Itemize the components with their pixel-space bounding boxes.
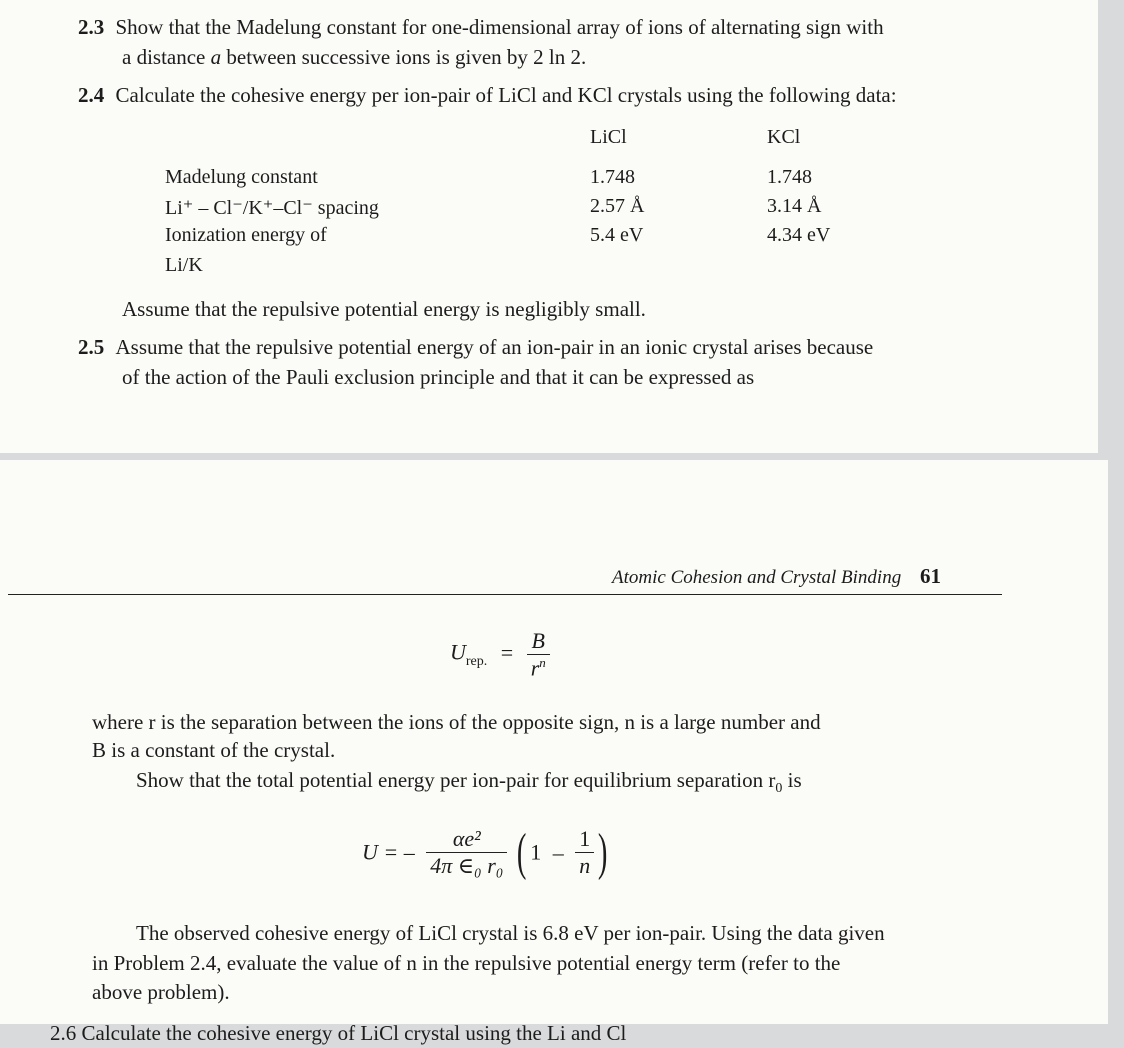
eq-equals: = <box>500 639 514 665</box>
equation-repulsive <box>450 628 550 681</box>
table-cell-licl: 2.57 Å <box>590 195 645 217</box>
eq2-denominator: 4π ∈₀ r₀ <box>426 852 507 879</box>
cut-off-line <box>0 1012 1100 1045</box>
eq2-inner-fraction <box>575 826 594 879</box>
eq2-inner-den: n <box>575 852 594 879</box>
where-line1: where r is the separation between the ions of the opposite sign, n is a large number and <box>92 710 821 734</box>
observed-line3: above problem). <box>92 980 230 1004</box>
table-row-label: Madelung constant <box>165 166 318 188</box>
eq-fraction <box>527 628 550 681</box>
table-row-label: Li⁺ – Cl⁻/K⁺–Cl⁻ spacing <box>165 197 379 219</box>
show-line <box>136 765 802 804</box>
table-row-label: Li/K <box>165 254 203 276</box>
problem-2-5-line2: of the action of the Pauli exclusion principle and that it can be expressed as <box>122 365 755 389</box>
eq-denominator <box>527 654 550 681</box>
eq-numerator: B <box>531 628 545 653</box>
text-segment: is <box>782 768 802 792</box>
running-header <box>612 564 941 589</box>
eq-lhs: U <box>450 639 466 665</box>
problem-2-4-line1 <box>78 80 897 110</box>
problem-number: 2.4 <box>78 83 105 107</box>
eq2-numerator: αe² <box>452 826 481 851</box>
eq2-one: 1 <box>530 839 542 865</box>
table-header-licl: LiCl <box>590 126 627 148</box>
problem-2-3-line1 <box>78 12 884 42</box>
table-cell-kcl: 1.748 <box>767 166 812 188</box>
problem-text: Assume that the repulsive potential energy of an ion-pair in an ionic crystal arises because <box>115 335 874 359</box>
header-title: Atomic Cohesion and Crystal Binding <box>612 567 902 588</box>
table-cell-licl: 1.748 <box>590 166 635 188</box>
eq2-lhs: U = – <box>362 839 415 865</box>
variable-a: a <box>210 45 222 69</box>
eq-lhs-sub: rep. <box>465 654 488 670</box>
assume-line: Assume that the repulsive potential energy is negligibly small. <box>122 297 646 321</box>
right-paren: ) <box>598 823 608 881</box>
table-cell-licl: 5.4 eV <box>590 224 644 246</box>
eq2-fraction <box>426 826 507 879</box>
header-rule <box>8 594 1002 595</box>
table-cell-kcl: 3.14 Å <box>767 195 822 217</box>
problem-2-3-line2 <box>122 42 586 72</box>
eq-den-sup: n <box>539 655 546 670</box>
problem-2-5-line1 <box>78 332 873 362</box>
eq-den-base: r <box>530 655 540 681</box>
text-segment: a distance <box>122 45 211 69</box>
eq2-inner-num: 1 <box>579 826 591 851</box>
problem-number: 2.5 <box>78 335 105 359</box>
problem-number: 2.3 <box>78 15 105 39</box>
left-paren: ( <box>516 823 527 881</box>
subscript: 0 <box>775 781 783 797</box>
eq2-minus: – <box>552 839 564 865</box>
equation-total-energy <box>362 823 612 881</box>
text-segment: Show that the total potential energy per ion-pair for equilibrium separation r <box>136 768 776 792</box>
where-line2: B is a constant of the crystal. <box>92 738 336 762</box>
observed-line2: in Problem 2.4, evaluate the value of n in the repulsive potential energy term (refer to the <box>92 951 841 975</box>
problem-text: Calculate the cohesive energy per ion-pair of LiCl and KCl crystals using the following data: <box>115 83 897 107</box>
observed-line1: The observed cohesive energy of LiCl crystal is 6.8 eV per ion-pair. Using the data given <box>136 921 885 945</box>
text-segment: between successive ions is given by 2 ln 2. <box>221 45 587 69</box>
cut-off-text: 2.6 Calculate the cohesive energy of LiCl crystal using the Li and Cl <box>50 1021 627 1045</box>
table-cell-kcl: 4.34 eV <box>767 224 831 246</box>
problem-text: Show that the Madelung constant for one-dimensional array of ions of alternating sign with <box>115 15 884 39</box>
table-row-label: Ionization energy of <box>165 224 327 246</box>
page-number: 61 <box>919 564 941 588</box>
table-header-kcl: KCl <box>767 126 801 148</box>
